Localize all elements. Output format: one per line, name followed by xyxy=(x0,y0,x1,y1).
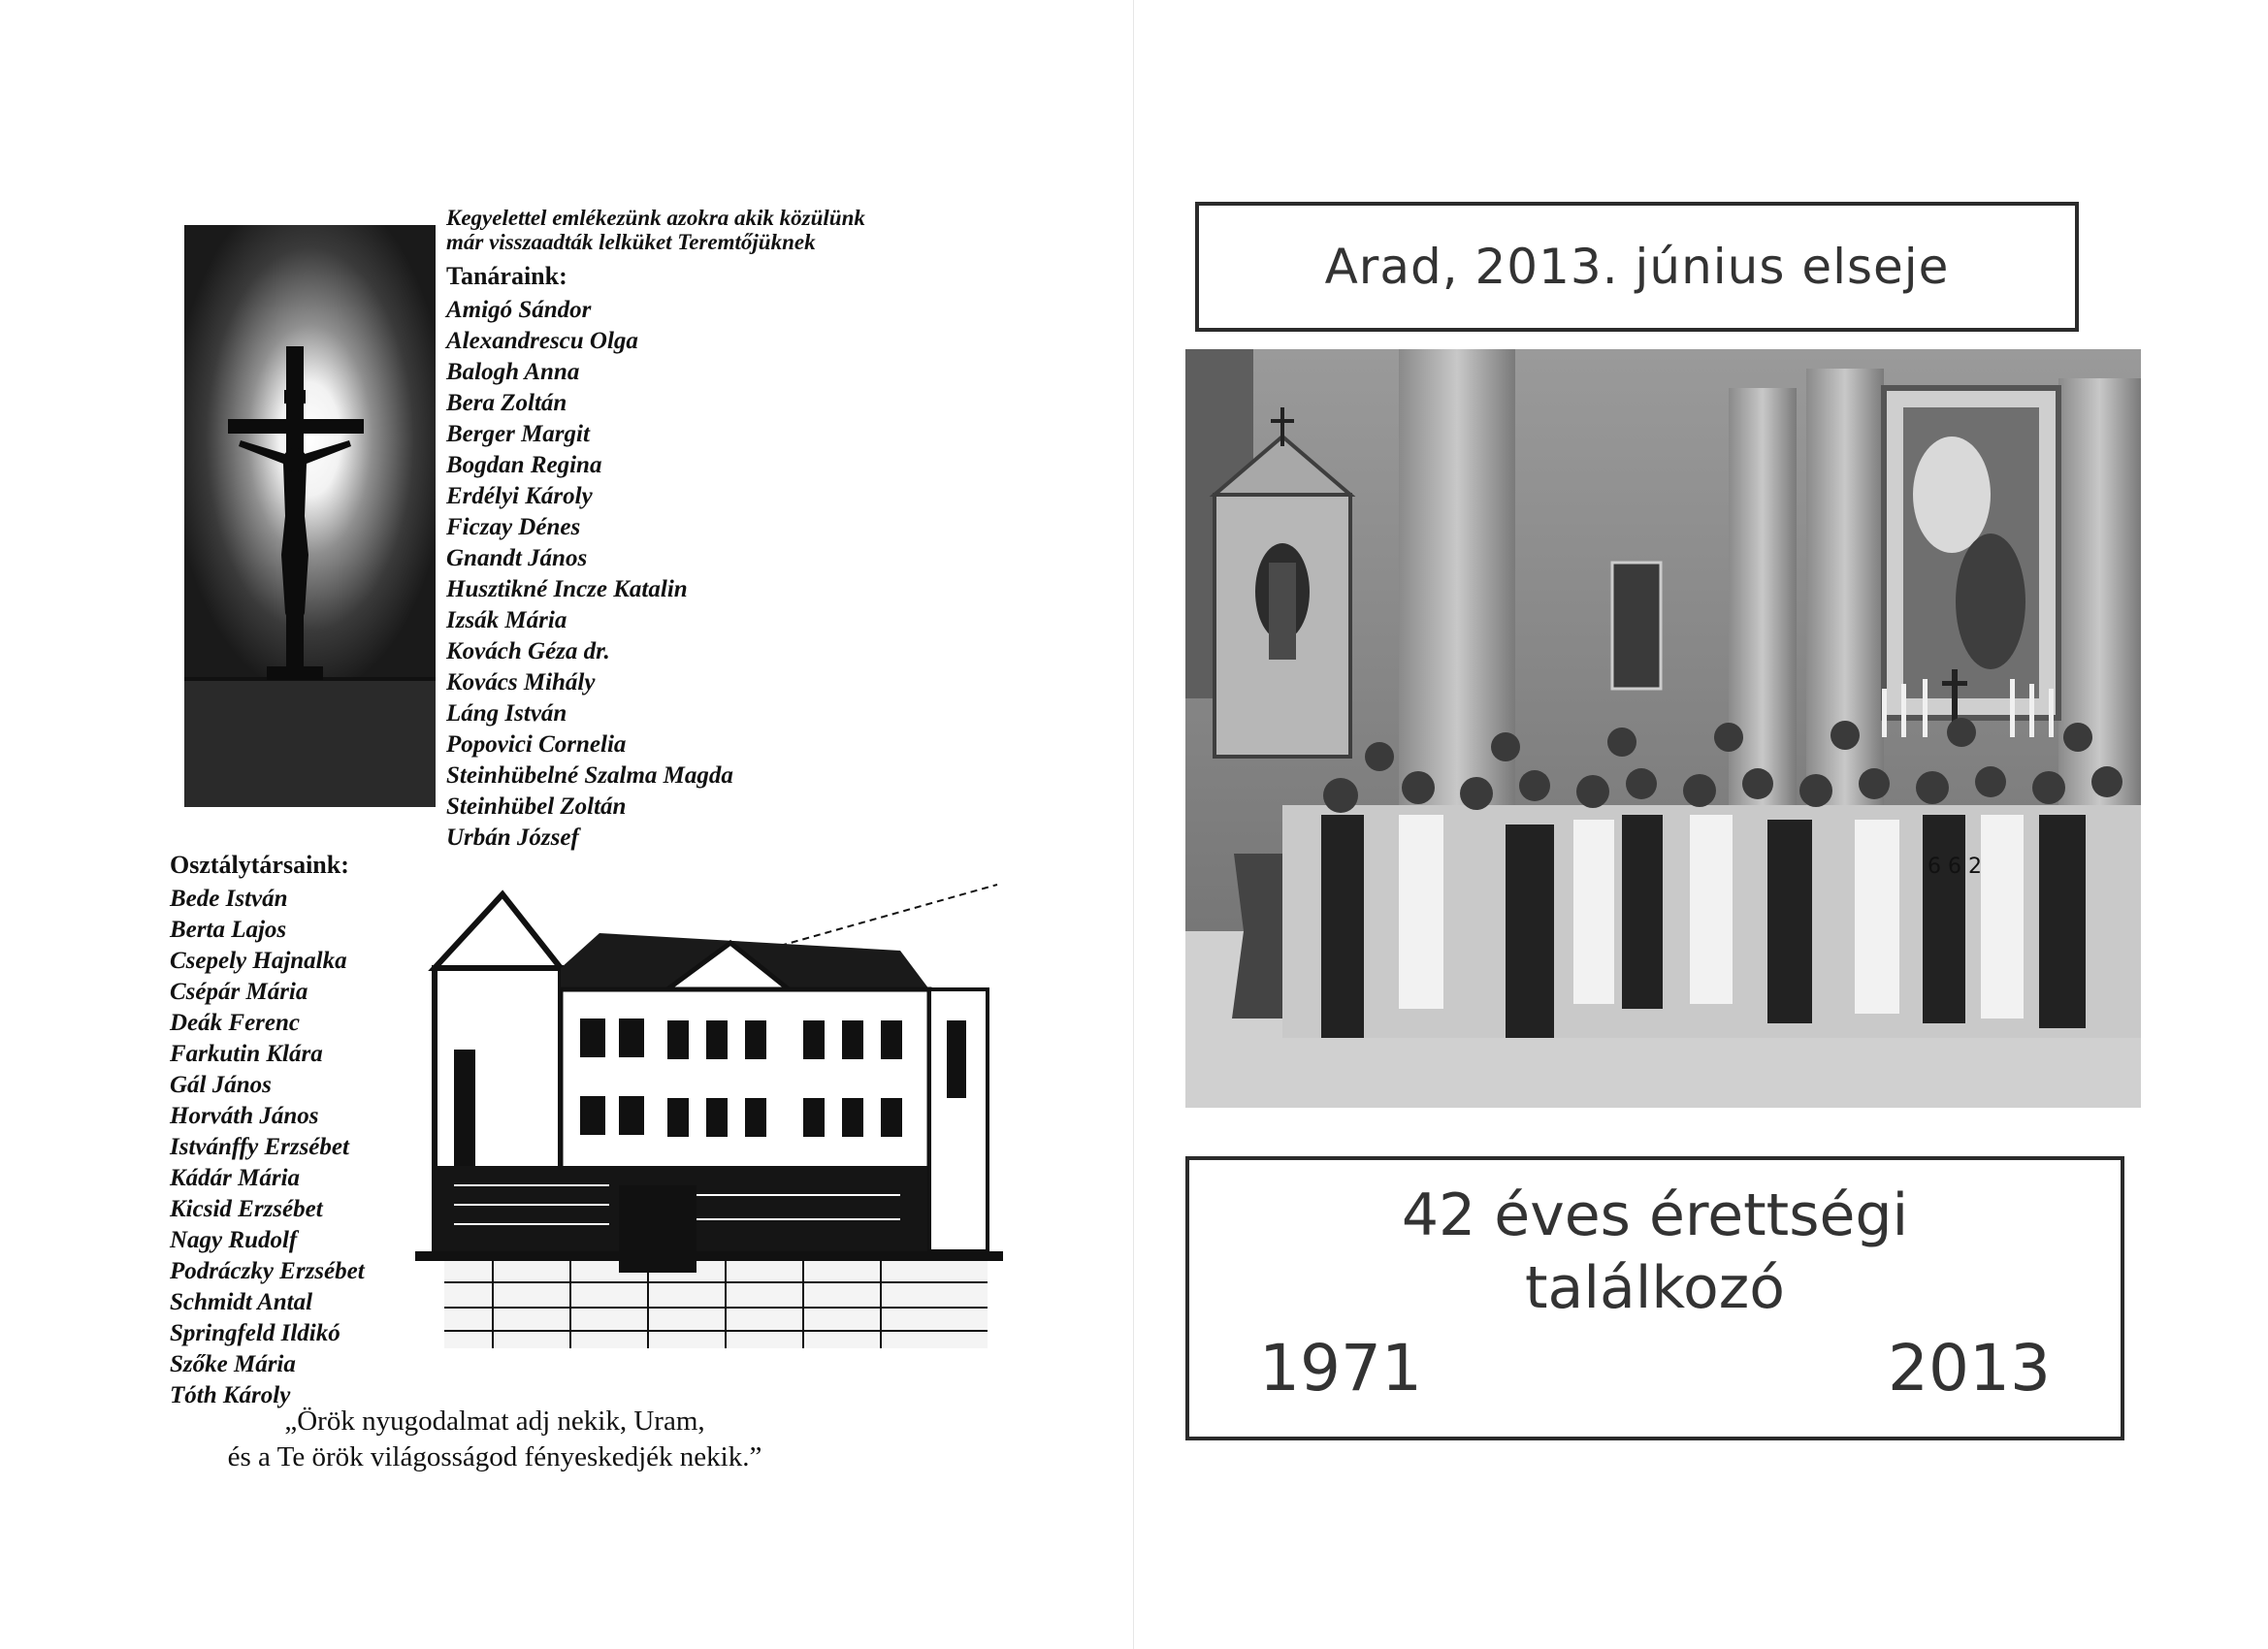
list-item: Husztikné Incze Katalin xyxy=(446,576,688,602)
memorial-intro xyxy=(446,206,865,254)
church-group-photo xyxy=(1185,349,2141,1108)
list-item: Bera Zoltán xyxy=(446,390,567,416)
list-item: Steinhübel Zoltán xyxy=(446,793,627,820)
date-box xyxy=(1195,202,2079,332)
list-item: Podráczky Erzsébet xyxy=(170,1258,365,1284)
list-item: Balogh Anna xyxy=(446,359,580,385)
list-item: Tóth Károly xyxy=(170,1382,291,1408)
page-fold xyxy=(1133,0,1134,1649)
teachers-list xyxy=(446,295,733,854)
list-item: Steinhübelné Szalma Magda xyxy=(446,762,733,789)
list-item: Csépár Mária xyxy=(170,979,308,1005)
reunion-subtitle: találkozó xyxy=(1525,1254,1785,1322)
year-start: 1971 xyxy=(1259,1331,1422,1406)
list-item: Farkutin Klára xyxy=(170,1041,323,1067)
reunion-title: 42 éves érettségi xyxy=(1401,1181,1909,1249)
list-item: Springfeld Ildikó xyxy=(170,1320,340,1346)
list-item: Berger Margit xyxy=(446,421,590,447)
classmates-heading: Osztálytársaink: xyxy=(170,851,349,879)
list-item: Izsák Mária xyxy=(446,607,567,633)
list-item: Erdélyi Károly xyxy=(446,483,593,509)
list-item: Kádár Mária xyxy=(170,1165,301,1191)
list-item: Bogdan Regina xyxy=(446,452,602,478)
list-item: Bede István xyxy=(170,886,288,912)
list-item: Kicsid Erzsébet xyxy=(170,1196,323,1222)
crucifix-photo xyxy=(184,225,436,807)
prayer-line: és a Te örök világosságod fényeskedjék nekik.” xyxy=(227,1441,762,1472)
prayer-line: „Örök nyugodalmat adj nekik, Uram, xyxy=(284,1406,705,1437)
list-item: Popovici Cornelia xyxy=(446,731,627,758)
intro-line: már visszaadták lelküket Teremtőjüknek xyxy=(446,230,816,254)
list-item: Gál János xyxy=(170,1072,272,1098)
closing-prayer xyxy=(155,1404,834,1475)
list-item: Ficzay Dénes xyxy=(446,514,581,540)
year-end: 2013 xyxy=(1888,1331,2051,1406)
classmates-list xyxy=(170,884,365,1411)
list-item: Csepely Hajnalka xyxy=(170,948,347,974)
photo-caption-digits: 6 6 2 xyxy=(1928,855,1982,879)
list-item: Kovách Géza dr. xyxy=(446,638,610,664)
list-item: Gnandt János xyxy=(446,545,588,571)
list-item: Nagy Rudolf xyxy=(170,1227,298,1253)
list-item: Kovács Mihály xyxy=(446,669,596,695)
list-item: Istvánffy Erzsébet xyxy=(170,1134,349,1160)
list-item: Schmidt Antal xyxy=(170,1289,313,1315)
list-item: Deák Ferenc xyxy=(170,1010,300,1036)
list-item: Urbán József xyxy=(446,824,579,851)
list-item: Amigó Sándor xyxy=(446,297,592,323)
reunion-title-box xyxy=(1185,1156,2124,1440)
list-item: Berta Lajos xyxy=(170,917,287,943)
list-item: Horváth János xyxy=(170,1103,319,1129)
event-date: Arad, 2013. június elseje xyxy=(1324,239,1950,295)
intro-line: Kegyelettel emlékezünk azokra akik közülünk xyxy=(446,206,865,230)
list-item: Láng István xyxy=(446,700,567,727)
list-item: Szőke Mária xyxy=(170,1351,296,1377)
teachers-heading: Tanáraink: xyxy=(446,262,567,290)
school-building-drawing xyxy=(415,875,1003,1350)
list-item: Alexandrescu Olga xyxy=(446,328,638,354)
